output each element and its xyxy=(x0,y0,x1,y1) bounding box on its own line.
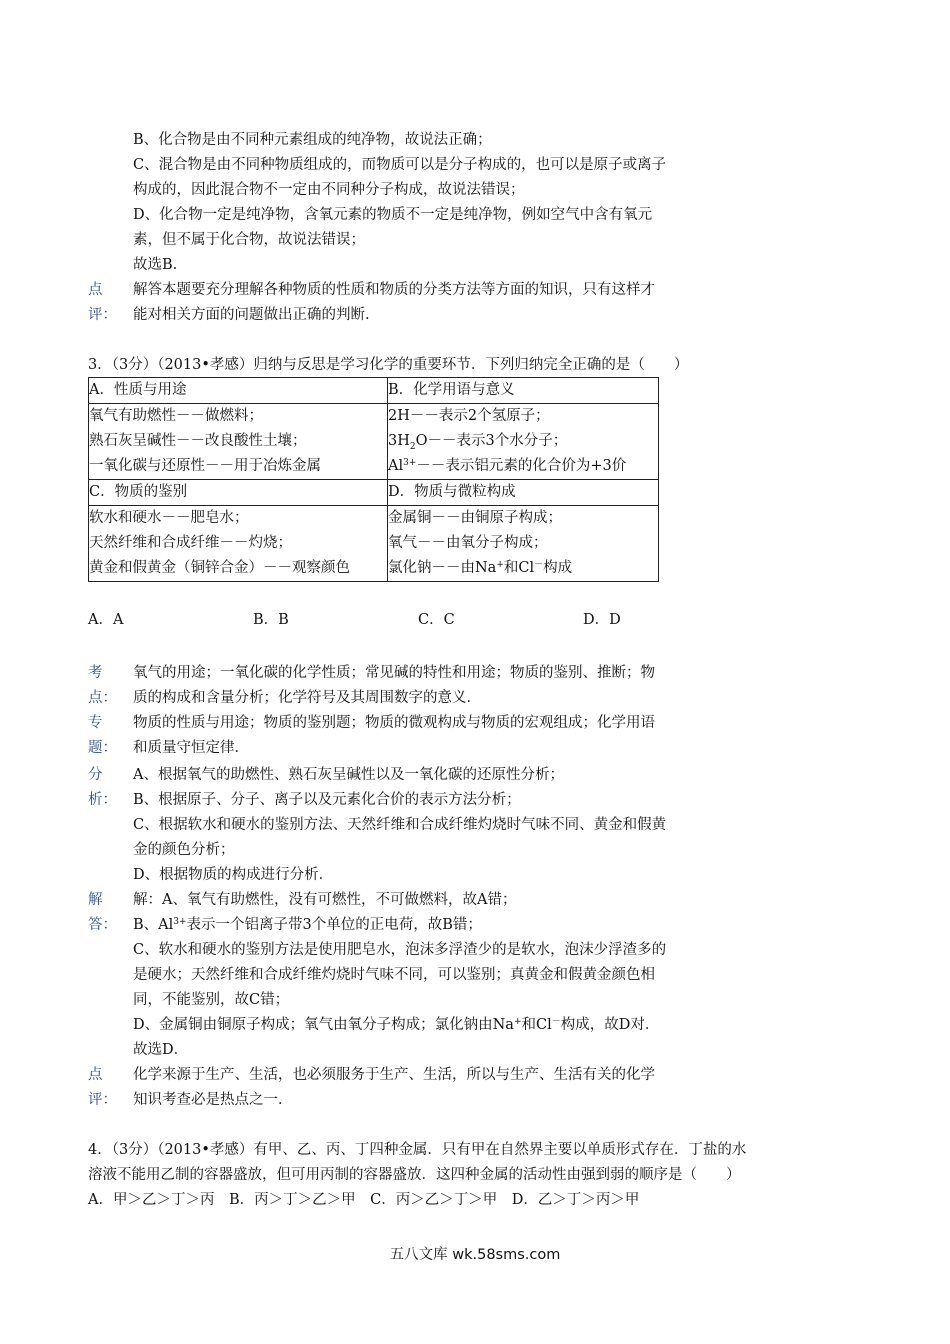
dianping-label-2: 评： xyxy=(88,1092,117,1108)
subscript: 2 xyxy=(409,441,416,452)
q3-option-b: B．B xyxy=(253,612,289,628)
jieda-text: 构成，故D对． xyxy=(560,1017,660,1033)
jieda-line: C、软水和硬水的鉴别方法是使用肥皂水，泡沫多浮渣少的是软水，泡沫少浮渣多的 xyxy=(133,942,667,958)
q3-table-c-head: C．物质的鉴别 xyxy=(89,480,388,506)
footer-site-link[interactable]: wk.58sms.com xyxy=(452,1247,561,1263)
q3-table-c-row: 软水和硬水－－肥皂水； xyxy=(89,510,249,526)
q3-option-c: C．C xyxy=(418,612,455,628)
formula-text: 和Cl xyxy=(503,560,535,576)
superscript: + xyxy=(513,1017,522,1027)
q2-line-b: B、化合物是由不同种元素组成的纯净物，故说法正确； xyxy=(133,132,492,148)
q2-comment-1: 解答本题要充分理解各种物质的性质和物质的分类方法等方面的知识，只有这样才 xyxy=(133,282,655,298)
formula-text: Al xyxy=(388,458,404,474)
zhuanti-2: 和质量守恒定律． xyxy=(133,740,249,756)
fenxi-line: B、根据原子、分子、离子以及元素化合价的表示方法分析； xyxy=(133,792,521,808)
kaodian-label-1: 考 xyxy=(88,665,103,681)
fenxi-label-1: 分 xyxy=(88,767,103,783)
jieda-line xyxy=(133,915,482,935)
q3-table-b-row: 2H－－表示2个氢原子； xyxy=(388,408,550,424)
q3-table-d-body xyxy=(388,506,659,582)
formula-text: 构成 xyxy=(543,560,573,576)
q3-table-b-head: B．化学用语与意义 xyxy=(388,378,659,404)
fenxi-label-2: 析： xyxy=(88,792,117,808)
q3-table-c-row: 天然纤维和合成纤维－－灼烧； xyxy=(89,535,292,551)
q2-line-d1: D、化合物一定是纯净物，含氧元素的物质不一定是纯净物，例如空气中含有氧元 xyxy=(133,207,653,223)
dianping-1: 化学来源于生产、生活，也必须服务于生产、生活，所以与生产、生活有关的化学 xyxy=(133,1067,655,1083)
q2-comment-2: 能对相关方面的问题做出正确的判断. xyxy=(133,307,370,323)
jieda-label-1: 解 xyxy=(88,892,103,908)
formula-text: 3H xyxy=(388,433,410,449)
jieda-label-2: 答： xyxy=(88,917,117,933)
q3-table-d-row: 金属铜－－由铜原子构成； xyxy=(388,510,562,526)
q3-option-d: D．D xyxy=(583,612,621,628)
q4-stem-2: 溶液不能用乙制的容器盛放，但可用丙制的容器盛放．这四种金属的活动性由强到弱的顺序是（ ） xyxy=(88,1167,741,1183)
q2-line-c1: C、混合物是由不同种物质组成的，而物质可以是分子构成的，也可以是原子或离子 xyxy=(133,157,667,173)
footer-brand: 五八文库 xyxy=(389,1247,448,1263)
q2-line-c2: 构成的，因此混合物不一定由不同种分子构成，故说法错误； xyxy=(133,182,525,198)
q3-table-a-head: A．性质与用途 xyxy=(89,378,388,404)
fenxi-line: D、根据物质的构成进行分析． xyxy=(133,867,334,883)
kaodian-2: 质的构成和含量分析；化学符号及其周围数字的意义． xyxy=(133,690,481,706)
q3-table-b-row xyxy=(388,454,658,479)
jieda-line: 同，不能鉴别，故C错； xyxy=(133,992,290,1008)
q3-table-d-row xyxy=(388,556,658,581)
jieda-text: 和Cl xyxy=(521,1017,552,1033)
q3-table xyxy=(88,377,659,582)
dianping-label-1: 点 xyxy=(88,1067,103,1083)
q3-table-d-row: 氧气－－由氧分子构成； xyxy=(388,535,548,551)
formula-text: －－表示铝元素的化合价为+3价 xyxy=(416,458,627,474)
fenxi-line: A、根据氧气的助燃性、熟石灰呈碱性以及一氧化碳的还原性分析； xyxy=(133,767,564,783)
jieda-text: B、Al xyxy=(133,917,174,933)
jieda-line: 解：A、氧气有助燃性，没有可燃性，不可做燃料，故A错； xyxy=(133,892,517,908)
q3-table-a-row: 一氧化碳与还原性－－用于冶炼金属 xyxy=(89,458,321,474)
q4-stem-1: 4．（3分）（2013•孝感）有甲、乙、丙、丁四种金属．只有甲在自然界主要以单质形式存在．丁盐的水 xyxy=(88,1142,747,1158)
zhuanti-1: 物质的性质与用途；物质的鉴别题；物质的微观构成与物质的宏观组成；化学用语 xyxy=(133,715,655,731)
q3-stem: 3．（3分）（2013•孝感）归纳与反思是学习化学的重要环节．下列归纳完全正确的是（ ） xyxy=(88,357,689,373)
superscript: 3+ xyxy=(403,458,417,468)
q3-table-a-row: 氧气有助燃性－－做燃料； xyxy=(89,408,263,424)
jieda-text: 表示一个铝离子带3个单位的正电荷，故B错； xyxy=(186,917,482,933)
q3-table-a-row: 熟石灰呈碱性－－改良酸性土壤； xyxy=(89,433,307,449)
q3-table-a-body xyxy=(89,404,388,480)
q3-table-d-head: D．物质与微粒构成 xyxy=(388,480,659,506)
q2-comment-label-2: 评： xyxy=(88,307,117,323)
formula-text: O－－表示3个水分子； xyxy=(415,433,568,449)
q4-options: A．甲＞乙＞丁＞丙 B．丙＞丁＞乙＞甲 C．丙＞乙＞丁＞甲 D．乙＞丁＞丙＞甲 xyxy=(88,1192,640,1208)
superscript: 3+ xyxy=(173,917,187,927)
q3-table-c-body xyxy=(89,506,388,582)
jieda-line: 是硬水；天然纤维和合成纤维灼烧时气味不同，可以鉴别；真黄金和假黄金颜色相 xyxy=(133,967,655,983)
kaodian-1: 氧气的用途；一氧化碳的化学性质；常见碱的特性和用途；物质的鉴别、推断；物 xyxy=(133,665,655,681)
q2-answer: 故选B. xyxy=(133,257,178,273)
superscript: + xyxy=(496,560,504,570)
jieda-line: 故选D． xyxy=(133,1042,189,1058)
kaodian-label-2: 点： xyxy=(88,690,117,706)
superscript: － xyxy=(551,1017,561,1027)
zhuanti-label-1: 专 xyxy=(88,715,103,731)
jieda-line xyxy=(133,1015,659,1035)
page-footer xyxy=(0,1245,950,1265)
formula-text: 氯化钠－－由Na xyxy=(388,560,497,576)
q3-table-b-row xyxy=(388,429,658,454)
q3-table-c-row: 黄金和假黄金（铜锌合金）－－观察颜色 xyxy=(89,560,350,576)
fenxi-line: C、根据软水和硬水的鉴别方法、天然纤维和合成纤维灼烧时气味不同、黄金和假黄 xyxy=(133,817,667,833)
dianping-2: 知识考查必是热点之一． xyxy=(133,1092,293,1108)
q2-line-d2: 素，但不属于化合物，故说法错误； xyxy=(133,232,365,248)
q3-option-a: A．A xyxy=(88,612,124,628)
jieda-text: D、金属铜由铜原子构成；氧气由氧分子构成；氯化钠由Na xyxy=(133,1017,514,1033)
zhuanti-label-2: 题： xyxy=(88,740,117,756)
q3-table-b-body xyxy=(388,404,659,480)
fenxi-line: 金的颜色分析； xyxy=(133,842,235,858)
q2-comment-label-1: 点 xyxy=(88,282,103,298)
superscript: － xyxy=(534,560,544,570)
